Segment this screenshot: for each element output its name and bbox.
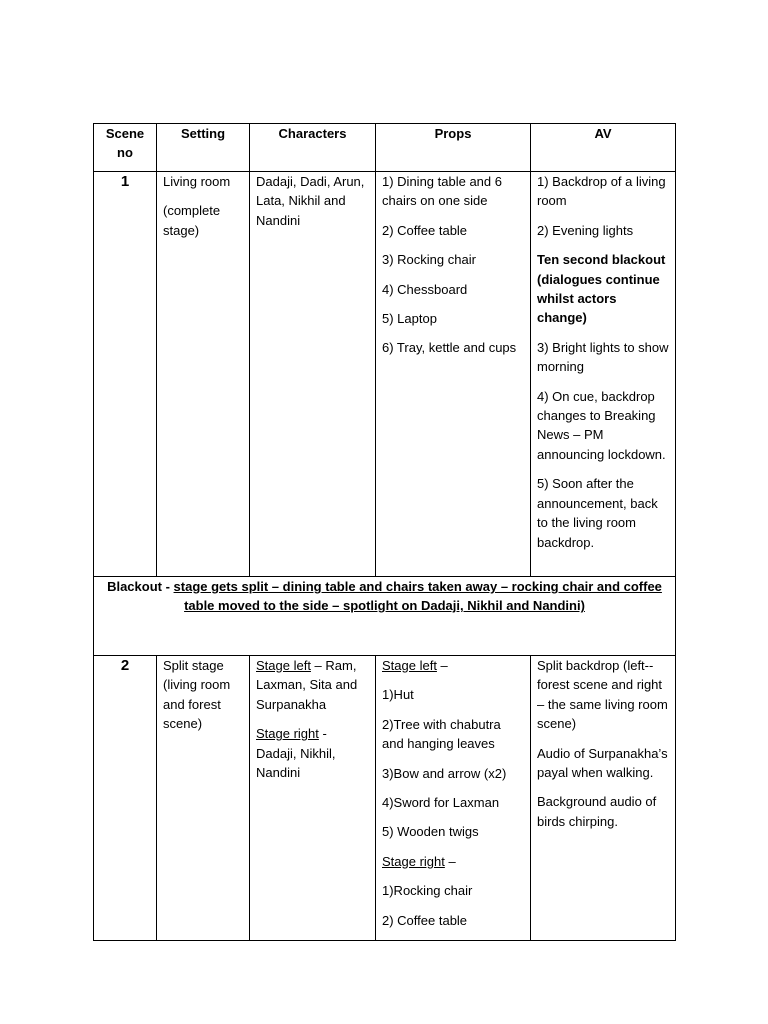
- prop-item: 1)Rocking chair: [382, 883, 473, 899]
- scene-2-props: [376, 656, 531, 941]
- av-item: 3) Bright lights to show morning: [537, 339, 669, 375]
- stage-right-label: Stage right: [256, 726, 319, 742]
- scene-2-av: [531, 656, 676, 941]
- prop-item: 2) Coffee table: [382, 912, 468, 928]
- scene-1-setting-line: Living room: [163, 174, 231, 189]
- av-item: 5) Soon after the announcement, back to the living room backdrop.: [537, 476, 658, 550]
- scene-table: [93, 123, 676, 941]
- props-stage-left-suffix: –: [436, 658, 448, 673]
- av-item: 2) Evening lights: [537, 222, 634, 238]
- prop-item: 6) Tray, kettle and cups: [382, 340, 517, 356]
- av-item: 1) Backdrop of a living room: [537, 174, 666, 209]
- blackout-row: [94, 577, 676, 656]
- av-item: 4) On cue, backdrop changes to Breaking News – PM announcing lockdown.: [537, 388, 666, 462]
- scene-2-number: 2: [94, 656, 157, 941]
- prop-item: 4) Chessboard: [382, 281, 468, 297]
- header-av: AV: [531, 124, 676, 172]
- scene-2-characters: [250, 656, 376, 941]
- prop-item: 1)Hut: [382, 687, 414, 703]
- stage-left-label: Stage left: [256, 658, 311, 673]
- prop-item: 3)Bow and arrow (x2): [382, 765, 507, 781]
- prop-item: 2) Coffee table: [382, 222, 468, 238]
- scene-1-av: [531, 172, 676, 577]
- characters-stage-right: [256, 724, 369, 782]
- prop-item: 1) Dining table and 6 chairs on one side: [382, 174, 502, 209]
- prop-item: 5) Wooden twigs: [382, 824, 479, 840]
- av-item-blackout-note: Ten second blackout (dialogues continue whilst actors change): [537, 252, 666, 326]
- scene-1-number: 1: [94, 172, 157, 577]
- props-stage-right-heading: [382, 852, 524, 871]
- props-stage-right-label: Stage right: [382, 853, 445, 869]
- scene-2-row: [94, 656, 676, 941]
- stage-right-characters: - Dadaji, Nikhil, Nandini: [256, 726, 336, 781]
- prop-item: 2)Tree with chabutra and hanging leaves: [382, 716, 501, 752]
- header-props: Props: [376, 124, 531, 172]
- scene-1-props: [376, 172, 531, 577]
- av-item: Audio of Surpanakha’s payal when walking.: [537, 745, 668, 781]
- blackout-note: [94, 577, 676, 656]
- characters-stage-left: [256, 656, 369, 714]
- scene-2-setting: [157, 656, 250, 941]
- stage-left-characters: – Ram, Laxman, Sita and Surpanakha: [256, 658, 358, 712]
- scene-1-row: [94, 172, 676, 577]
- scene-1-setting: [157, 172, 250, 577]
- header-setting: Setting: [157, 124, 250, 172]
- prop-item: 5) Laptop: [382, 311, 437, 327]
- prop-item: 4)Sword for Laxman: [382, 795, 500, 811]
- av-item: Background audio of birds chirping.: [537, 794, 657, 829]
- header-characters: Characters: [250, 124, 376, 172]
- scene-1-characters-text: Dadaji, Dadi, Arun, Lata, Nikhil and Nandini: [256, 174, 365, 228]
- props-stage-left-heading: [382, 656, 524, 675]
- scene-1-characters: [250, 172, 376, 577]
- scene-2-setting-text: Split stage (living room and forest scene): [163, 658, 231, 732]
- blackout-lead: Blackout -: [107, 579, 174, 594]
- prop-item: 3) Rocking chair: [382, 252, 476, 268]
- header-scene-no: Scene no: [94, 124, 157, 172]
- header-row: [94, 124, 676, 172]
- props-stage-right-suffix: –: [444, 853, 456, 869]
- scene-1-setting-line: (complete stage): [163, 203, 221, 238]
- blackout-text: stage gets split – dining table and chairs taken away – rocking chair and coffee table moved to the side – spotlight on Dadaji, Nikhil and Nandini): [173, 579, 662, 614]
- av-item: Split backdrop (left-- forest scene and right – the same living room scene): [537, 658, 668, 732]
- props-stage-left-label: Stage left: [382, 658, 437, 673]
